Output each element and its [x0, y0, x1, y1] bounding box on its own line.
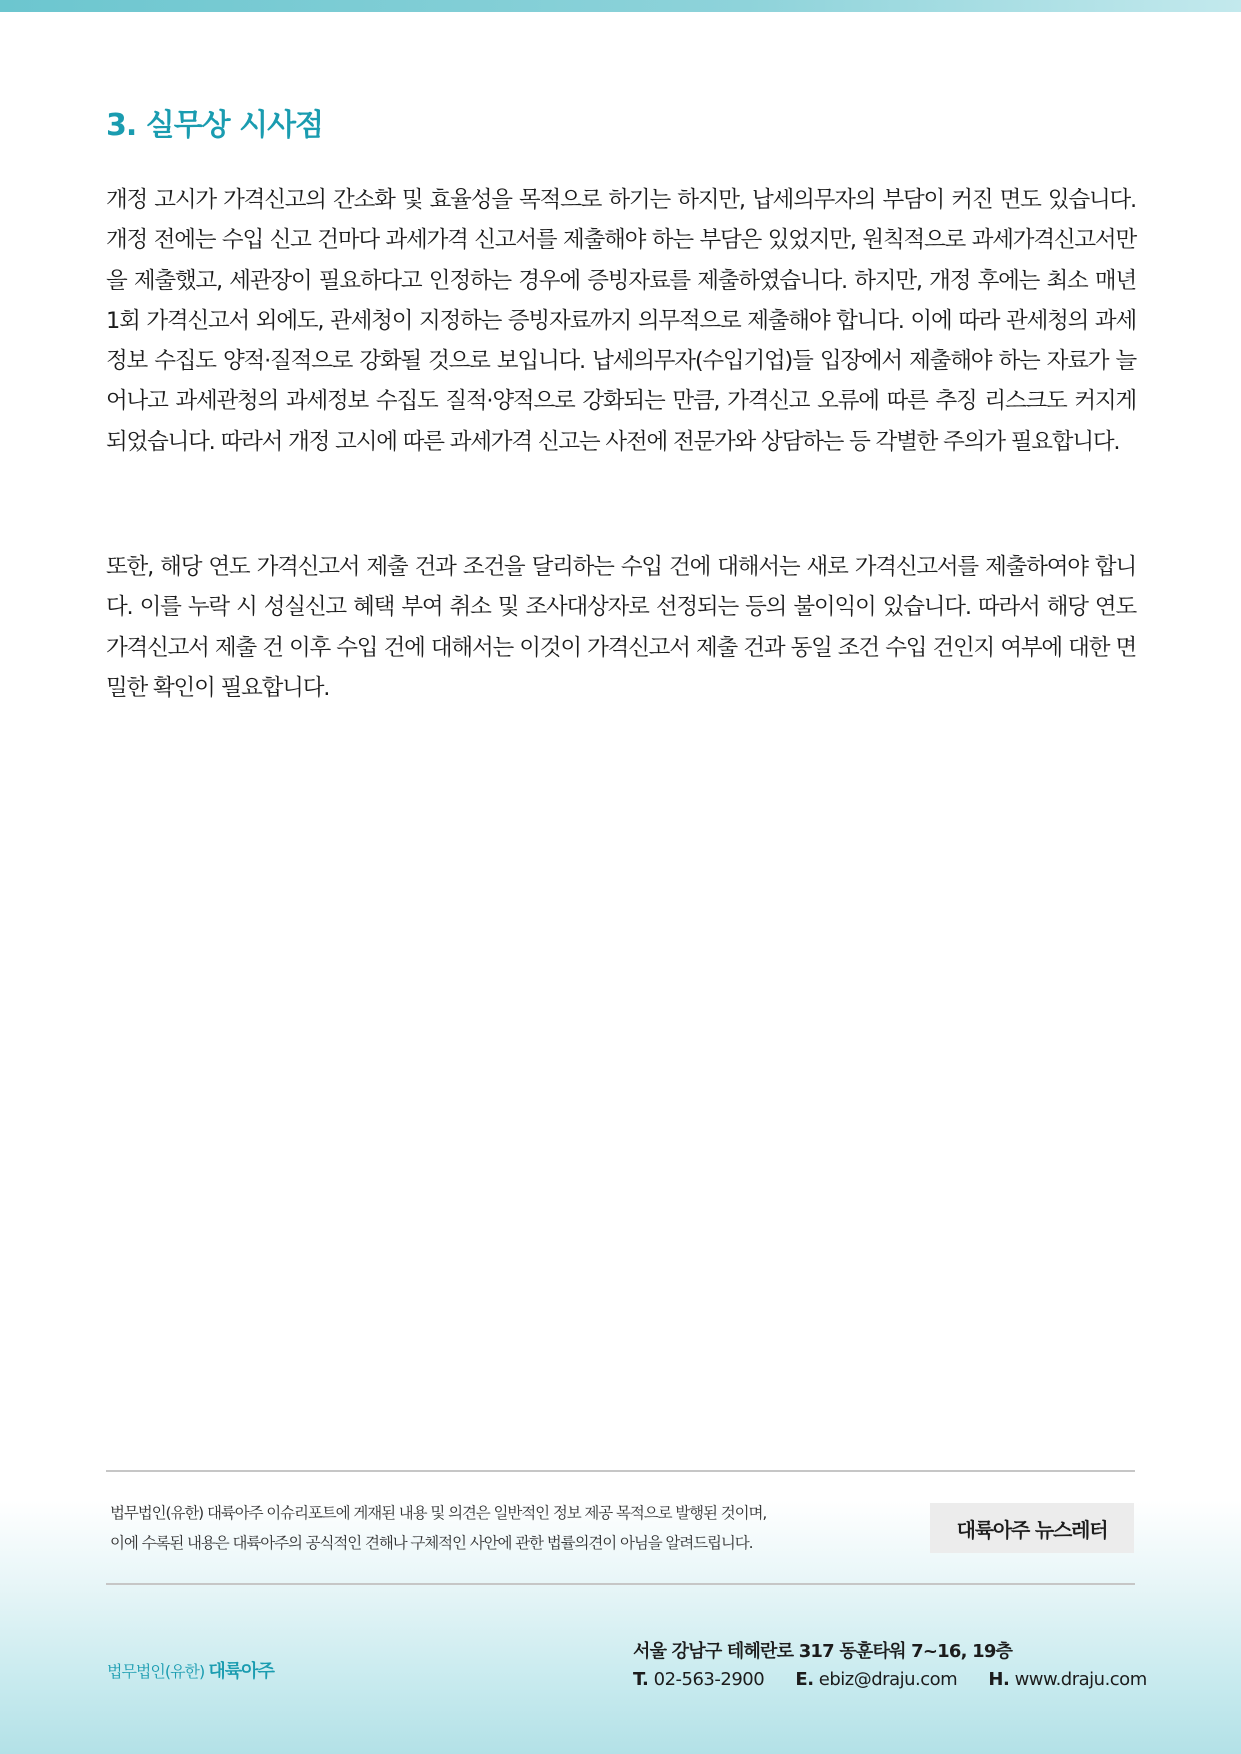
body-paragraph-2: 또한, 해당 연도 가격신고서 제출 건과 조건을 달리하는 수입 건에 대해서는 새로 가격신고서를 제출하여야 합니다. 이를 누락 시 성실신고 혜택 부여 취소 및 조사대상자로 선정되는 등의 불이익이 있습니다. 따라서 해당 연도 가격신고서 제출 건 이후 수입 건에 대해서는 이것이 가격신고서 제출 건과 동일 조건 수입 건인지 여부에 대한 면밀한 확인이 필요합니다. — [106, 554, 1136, 701]
firm-prefix: 법무법인(유한) — [107, 1662, 205, 1681]
disclaimer-line: 이에 수록된 내용은 대륙아주의 공식적인 견해나 구체적인 사안에 관한 법률의견이 아님을 알려드립니다. — [110, 1534, 753, 1552]
footer-divider-bottom — [106, 1583, 1135, 1585]
phone-contact — [633, 1669, 764, 1690]
phone-value: 02-563-2900 — [653, 1669, 765, 1690]
disclaimer-line: 법무법인(유한) 대륙아주 이슈리포트에 게재된 내용 및 의견은 일반적인 정보 제공 목적으로 발행된 것이며, — [110, 1504, 767, 1522]
footer-divider-top — [106, 1470, 1135, 1472]
email-contact[interactable] — [795, 1669, 957, 1690]
website-label: H. — [988, 1669, 1010, 1690]
firm-brand: 대륙아주 — [208, 1661, 274, 1682]
office-address: 서울 강남구 테헤란로 317 동훈타워 7~16, 19층 — [633, 1641, 1013, 1662]
contact-info — [633, 1669, 1147, 1690]
website-value[interactable]: www.draju.com — [1014, 1669, 1147, 1690]
newsletter-button[interactable]: 대륙아주 뉴스레터 — [930, 1503, 1134, 1553]
firm-name — [107, 1657, 274, 1683]
section-heading: 3. 실무상 시사점 — [106, 108, 324, 143]
disclaimer — [110, 1498, 810, 1558]
body-paragraph-1: 개정 고시가 가격신고의 간소화 및 효율성을 목적으로 하기는 하지만, 납세의무자의 부담이 커진 면도 있습니다. 개정 전에는 수입 신고 건마다 과세가격 신고서를 제출해야 하는 부담은 있었지만, 원칙적으로 과세가격신고서만을 제출했고, 세관장이 필요하다고 인정하는 경우에 증빙자료를 제출하였습니다. 하지만, 개정 후에는 최소 매년 1회 가격신고서 외에도, 관세청이 지정하는 증빙자료까지 의무적으로 제출해야 합니다. 이에 따라 관세청의 과세정보 수집도 양적·질적으로 강화될 것으로 보입니다. 납세의무자(수입기업)들 입장에서 제출해야 하는 자료가 늘어나고 과세관청의 과세정보 수집도 질적·양적으로 강화되는 만큼, 가격신고 오류에 따른 추징 리스크도 커지게 되었습니다. 따라서 개정 고시에 따른 과세가격 신고는 사전에 전문가와 상담하는 등 각별한 주의가 필요합니다. — [106, 187, 1136, 455]
email-label: E. — [795, 1669, 814, 1690]
top-accent-bar — [0, 0, 1241, 12]
email-value[interactable]: ebiz@draju.com — [818, 1669, 958, 1690]
phone-label: T. — [633, 1669, 649, 1690]
website-contact[interactable] — [988, 1669, 1146, 1690]
